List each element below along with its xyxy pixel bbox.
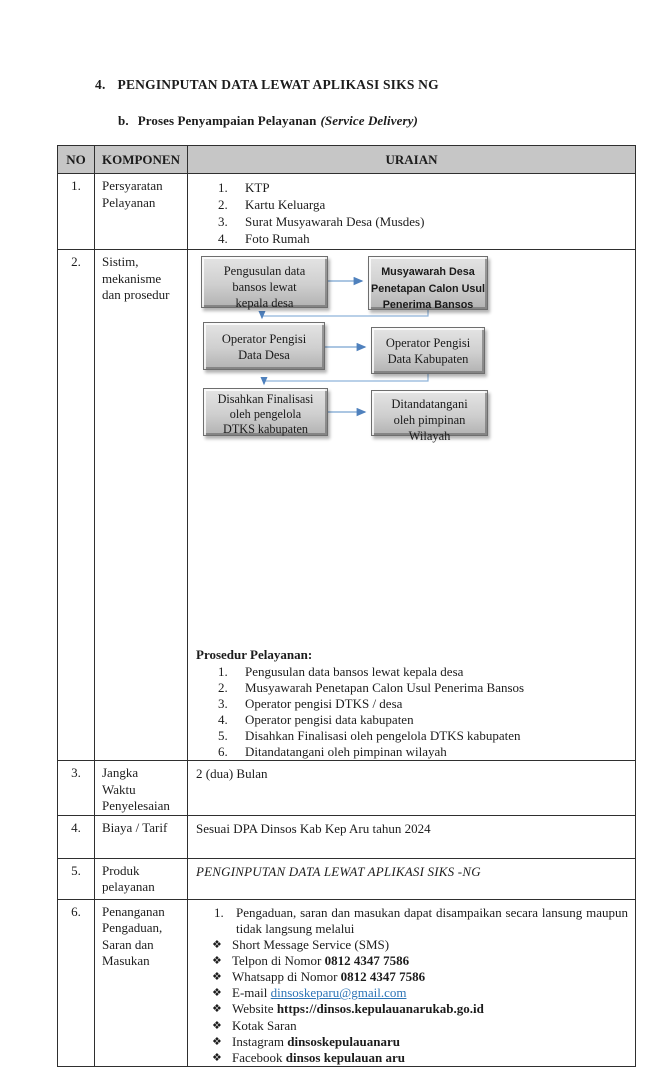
instagram-handle: dinsoskepulauanaru [287, 1033, 400, 1049]
facebook-handle: dinsos kepulauan aru [285, 1049, 406, 1065]
row-number: 4. [58, 815, 95, 858]
subheading-italic: (Service Delivery) [320, 113, 418, 128]
row-number: 2. [58, 250, 95, 761]
komponen-cell: Produk pelayanan [95, 858, 188, 899]
table-row-produk [58, 858, 636, 899]
row-number: 5. [58, 858, 95, 899]
table-row-persyaratan [58, 174, 636, 250]
table-header-row [58, 146, 636, 174]
col-header-uraian: URAIAN [188, 146, 636, 174]
flowchart [188, 250, 636, 450]
diamond-bullet-icon: ❖ [212, 1051, 222, 1064]
flow-box-pengusulan: Pengusulan data bansos lewat kepala desa [201, 256, 328, 308]
heading-number: 4. [95, 77, 106, 92]
section-heading [95, 77, 439, 93]
contact-channel-facebook: ❖ Facebook dinsos kepulauan aru [212, 1049, 406, 1065]
contact-channel-phone: ❖ Telpon di Nomor 0812 4347 7586 [212, 952, 410, 968]
flow-elbow-2 [264, 374, 428, 384]
table-row-sistim [58, 250, 636, 761]
subheading-title: Proses Penyampaian Pelayanan (Service Delivery) [137, 113, 418, 128]
diamond-bullet-icon: ❖ [212, 954, 222, 967]
list-item: Musyawarah Penetapan Calon Usul Penerima Bansos [245, 680, 525, 695]
uraian-cell [188, 250, 636, 761]
table-row-jangka-waktu [58, 761, 636, 816]
row-number: 3. [58, 761, 95, 816]
flow-box-operator-kabupaten: Operator Pengisi Data Kabupaten [371, 327, 485, 374]
row-number: 6. [58, 899, 95, 1067]
diamond-bullet-icon: ❖ [212, 1019, 222, 1032]
whatsapp-number: 0812 4347 7586 [340, 968, 426, 984]
diamond-bullet-icon: ❖ [212, 1003, 222, 1016]
flow-box-musyawarah: Musyawarah Desa Penetapan Calon Usul Penerima Bansos [368, 256, 488, 310]
flow-box-disahkan: Disahkan Finalisasi oleh pengelola DTKS kabupaten [203, 388, 328, 436]
procedure-section [188, 450, 635, 760]
website-url: https://dinsos.kepulauanarukab.go.id [276, 1001, 484, 1017]
uraian-cell [188, 899, 636, 1067]
komponen-cell: Sistim, mekanisme dan prosedur [95, 250, 188, 761]
list-item: Pengusulan data bansos lewat kepala desa [245, 664, 464, 679]
diamond-bullet-icon: ❖ [212, 1035, 222, 1048]
procedure-list [218, 664, 627, 760]
table-row-pengaduan [58, 899, 636, 1067]
heading-title: PENGINPUTAN DATA LEWAT APLIKASI SIKS NG [117, 77, 439, 92]
diamond-bullet-icon: ❖ [212, 970, 222, 983]
komponen-cell: Penanganan Pengaduan, Saran dan Masukan [95, 899, 188, 1067]
phone-number: 0812 4347 7586 [324, 952, 410, 968]
col-header-komponen: KOMPONEN [95, 146, 188, 174]
uraian-cell [188, 174, 636, 250]
komponen-cell: Persyaratan Pelayanan [95, 174, 188, 250]
diamond-bullet-icon: ❖ [212, 987, 222, 1000]
list-item: Kartu Keluarga [245, 197, 326, 212]
requirements-list [218, 179, 627, 247]
subheading-number: b. [118, 113, 129, 128]
flow-box-operator-desa: Operator Pengisi Data Desa [203, 322, 325, 370]
complaint-intro: 1. Pengaduan, saran dan masukan dapat disampaikan secara lansung maupun tidak langsung melalui [214, 904, 628, 936]
list-item: KTP [245, 180, 270, 195]
procedure-title: Prosedur Pelayanan: [196, 647, 313, 662]
col-header-no: NO [58, 146, 95, 174]
contact-channel-kotak-saran: ❖ Kotak Saran [212, 1017, 297, 1033]
service-table [57, 145, 636, 1067]
intro-number: 1. [214, 904, 224, 920]
uraian-cell: 2 (dua) Bulan [188, 761, 636, 816]
komponen-cell: Biaya / Tarif [95, 815, 188, 858]
table-row-biaya [58, 815, 636, 858]
uraian-cell: PENGINPUTAN DATA LEWAT APLIKASI SIKS -NG [188, 858, 636, 899]
list-item: Disahkan Finalisasi oleh pengelola DTKS kabupaten [245, 728, 521, 743]
sub-heading [118, 113, 418, 129]
diamond-bullet-icon: ❖ [212, 938, 222, 951]
contact-channel-website: ❖ Website https://dinsos.kepulauanarukab.go.id [212, 1001, 484, 1017]
list-item: Operator pengisi DTKS / desa [245, 696, 403, 711]
list-item: Surat Musyawarah Desa (Musdes) [245, 214, 425, 229]
email-link[interactable]: dinsoskeparu@gmail.com [270, 985, 407, 1001]
komponen-cell: Jangka Waktu Penyelesaian [95, 761, 188, 816]
uraian-cell: Sesuai DPA Dinsos Kab Kep Aru tahun 2024 [188, 815, 636, 858]
flow-box-ditandatangani: Ditandatangani oleh pimpinan Wilayah [371, 390, 488, 436]
contact-channel-email: ❖ E-mail dinsoskeparu@gmail.com [212, 985, 407, 1001]
list-item: Ditandatangani oleh pimpinan wilayah [245, 744, 447, 759]
row-number: 1. [58, 174, 95, 250]
contact-channel-sms: ❖ Short Message Service (SMS) [212, 936, 390, 952]
contact-channel-whatsapp: ❖ Whatsapp di Nomor 0812 4347 7586 [212, 968, 426, 984]
list-item: Foto Rumah [245, 231, 310, 246]
contact-channel-instagram: ❖ Instagram dinsoskepulauanaru [212, 1033, 400, 1049]
list-item: Operator pengisi data kabupaten [245, 712, 414, 727]
